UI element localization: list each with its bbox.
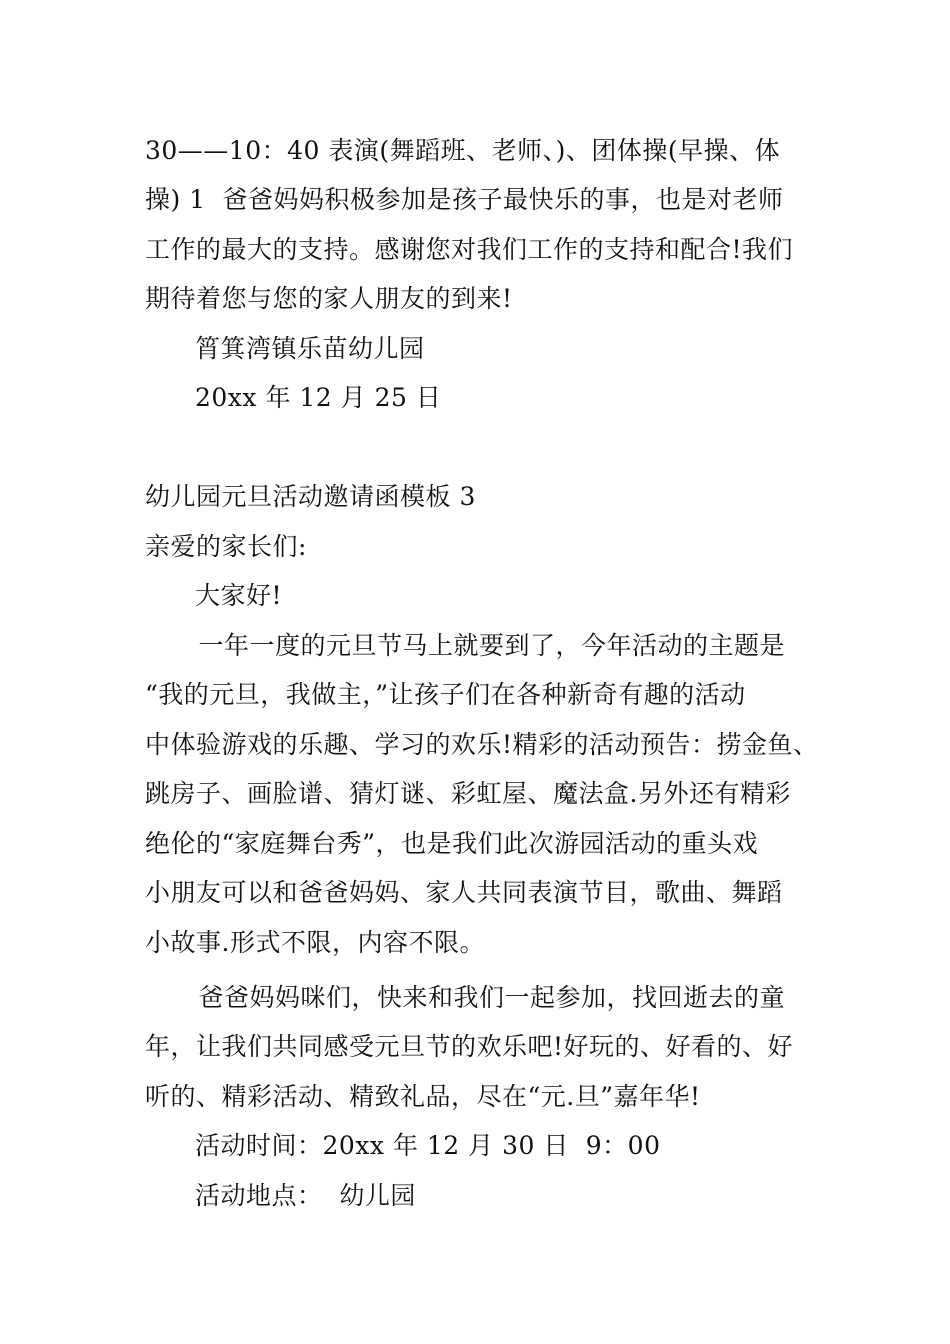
paragraph-1-line-1: 一年一度的元旦节马上就要到了，今年活动的主题是 xyxy=(190,631,785,660)
signature-org: 筲箕湾镇乐苗幼儿园 xyxy=(195,334,425,363)
event-time: 活动时间：20xx 年 12 月 30 日 9：00 xyxy=(195,1131,661,1160)
paragraph-1-line-3: 中体验游戏的乐趣、学习的欢乐!精彩的活动预告：捞金鱼、 xyxy=(145,730,819,759)
paragraph-1-line-4: 跳房子、画脸谱、猜灯谜、彩虹屋、魔法盒.另外还有精彩 xyxy=(145,779,791,808)
paragraph-2-line-2: 年，让我们共同感受元旦节的欢乐吧!好玩的、好看的、好 xyxy=(145,1032,794,1061)
event-location: 活动地点： 幼儿园 xyxy=(195,1181,416,1210)
paragraph-1-line-6: 小朋友可以和爸爸妈妈、家人共同表演节目，歌曲、舞蹈 xyxy=(145,878,783,907)
paragraph-1-line-7: 小故事.形式不限，内容不限。 xyxy=(145,928,485,957)
text-line-3: 工作的最大的支持。感谢您对我们工作的支持和配合!我们 xyxy=(145,235,794,264)
text-line-2: 操) 1 爸爸妈妈积极参加是孩子最快乐的事，也是对老师 xyxy=(145,185,784,214)
section-title: 幼儿园元旦活动邀请函模板 3 xyxy=(145,482,476,511)
greeting: 大家好! xyxy=(195,581,283,610)
salutation: 亲爱的家长们: xyxy=(145,532,307,561)
paragraph-2-line-3: 听的、精彩活动、精致礼品，尽在“元.旦”嘉年华! xyxy=(145,1082,701,1111)
signature-date: 20xx 年 12 月 25 日 xyxy=(195,383,442,412)
text-line-1: 30——10：40 表演(舞蹈班、老师、)、团体操(早操、体 xyxy=(145,136,781,165)
paragraph-1-line-5: 绝伦的“家庭舞台秀”，也是我们此次游园活动的重头戏 xyxy=(145,829,759,858)
text-line-4: 期待着您与您的家人朋友的到来! xyxy=(145,284,513,313)
paragraph-1-line-2: “我的元旦，我做主，”让孩子们在各种新奇有趣的活动 xyxy=(145,680,746,709)
paragraph-2-line-1: 爸爸妈妈咪们，快来和我们一起参加，找回逝去的童 xyxy=(190,983,785,1012)
